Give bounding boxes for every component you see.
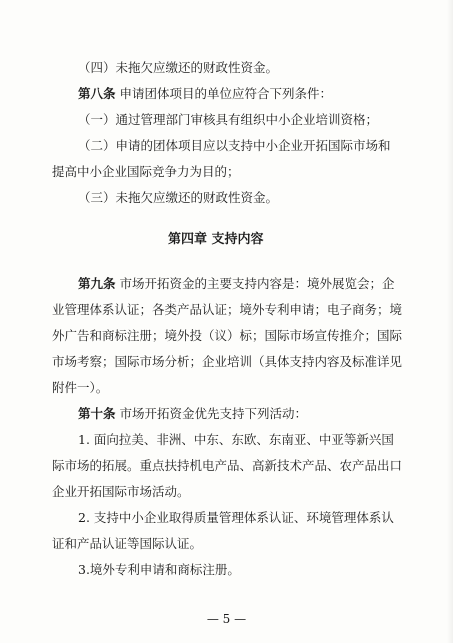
text-line: 提高中小企业国际竞争力为目的； [52,164,240,179]
chapter-heading: 第四章 支持内容 [168,232,264,247]
article-text: 市场开拓资金优先支持下列活动： [115,406,307,421]
article-number: 第八条 [78,86,116,101]
article-paragraph-start [0,276,453,292]
text-line: 际市场的拓展。重点扶持机电产品、高新技术产品、农产品出口 [52,458,403,473]
article-text: 市场开拓资金的主要支持内容是：境外展览会；企 [115,276,395,291]
text-line: （四）未拖欠应缴还的财政性资金。 [78,60,279,75]
article-number: 第十条 [78,406,116,421]
text-line: （三）未拖欠应缴还的财政性资金。 [78,190,279,205]
page-number: — 5 — [206,612,247,626]
text-line: 外广告和商标注册；境外投（议）标；国际市场宣传推介；国际 [52,328,403,343]
text-line: 2. 支持中小企业取得质量管理体系认证、环境管理体系认 [78,510,394,525]
article-paragraph-start [0,406,453,422]
text-line: 3.境外专利申请和商标注册。 [78,562,240,577]
article-text: 申请团体项目的单位应符合下列条件： [115,86,332,101]
text-line: 证和产品认证等国际认证。 [52,536,203,551]
text-line: 业管理体系认证；各类产品认证；境外专利申请；电子商务；境 [52,302,403,317]
text-line: 市场考察；国际市场分析；企业培训（具体支持内容及标准详见 [52,354,403,369]
article-number: 第九条 [78,276,116,291]
text-line: 1. 面向拉美、非洲、中东、东欧、东南亚、中亚等新兴国 [78,432,394,447]
article-paragraph-start [0,86,453,102]
text-line: 附件一）。 [52,380,109,395]
text-line: 企业开拓国际市场活动。 [52,484,190,499]
text-line: （一）通过管理部门审核具有组织中小企业培训资格； [78,112,379,127]
text-line: （二）申请的团体项目应以支持中小企业开拓国际市场和 [78,138,391,153]
page-edge-shadow [447,0,453,643]
